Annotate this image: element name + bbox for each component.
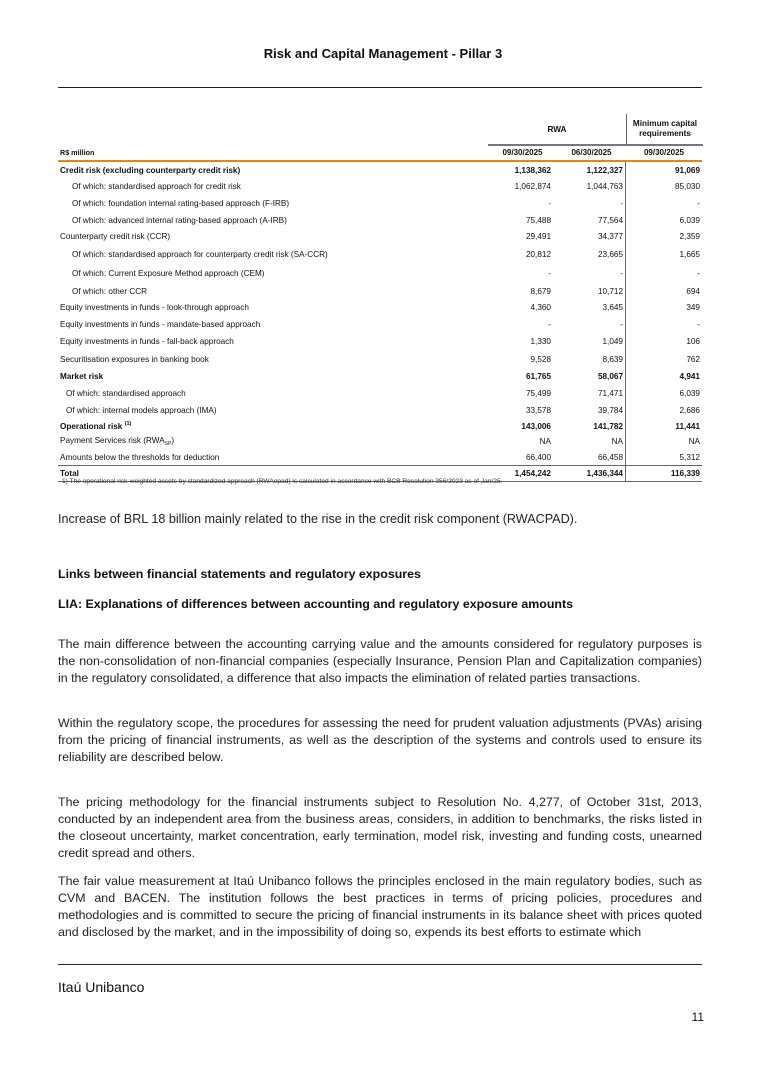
cell-rwa-previous: 23,665 xyxy=(557,245,626,264)
cell-rwa-previous: - xyxy=(557,264,626,283)
table-row xyxy=(58,162,702,179)
summary-text: Increase of BRL 18 billion mainly related to the rise in the credit risk component (RWACPAD). xyxy=(58,512,578,526)
table-row xyxy=(58,385,702,402)
table-row xyxy=(58,300,702,317)
cell-rwa-current: 1,454,242 xyxy=(514,469,551,479)
cell-rwa-current: 1,138,362 xyxy=(514,165,551,175)
row-label xyxy=(58,421,488,431)
cell-rwa-previous: 141,782 xyxy=(557,419,626,435)
cell-mcr: 6,039 xyxy=(679,215,700,225)
cell-rwa-previous: - xyxy=(557,316,626,333)
paragraph: The pricing methodology for the financial instruments subject to Resolution No. 4,277, of October 31st, 2013, conducted by an independent area from the business areas, considers, in addition to benchmarks, the risks listed in the closeout uncertainty, market concentration, early termination, model risk, investing and funding costs, unearned credit spread and others. xyxy=(58,795,702,860)
cell-mcr: 6,039 xyxy=(679,389,700,399)
section-title: Links between financial statements and regulatory exposures xyxy=(58,567,421,581)
table-row xyxy=(58,245,702,264)
table-row xyxy=(58,450,702,466)
row-label: Equity investments in funds - mandate-based approach xyxy=(60,319,261,329)
cell-rwa-previous: 1,122,327 xyxy=(557,162,626,179)
cell-mcr: 4,941 xyxy=(679,371,700,381)
cell-rwa-current: 20,812 xyxy=(525,249,551,259)
cell-mcr: 2,359 xyxy=(679,232,700,242)
footer-brand: Itaú Unibanco xyxy=(58,979,145,995)
row-label: Securitisation exposures in banking book xyxy=(60,354,209,364)
row-label: Credit risk (excluding counterparty credit risk) xyxy=(60,165,241,175)
table-row xyxy=(58,212,702,229)
cell-mcr: 1,665 xyxy=(679,249,700,259)
cell-rwa-current: 29,491 xyxy=(525,232,551,242)
paragraph: The fair value measurement at Itaú Unibanco follows the principles enclosed in the main regulatory bodies, such as CVM and BACEN. The institution follows the best practices in terms of pricing policies, procedures and methodologies and is committed to secure the pricing of financial instruments in its balance sheet with prices quoted and disclosed by the market, and in the impossibility of doing so, expends its best efforts to estimate which xyxy=(58,874,702,939)
section-subtitle: LIA: Explanations of differences between accounting and regulatory exposure amounts xyxy=(58,597,573,611)
unit-label: R$ million xyxy=(60,147,95,157)
table-footnote: 1) The operational risk-weighted assets by standardized approach (RWAopad) is calculated in accordance with BCB Resolution 356/2023 as of Jan/25. xyxy=(62,478,503,485)
table-row xyxy=(58,402,702,419)
row-label-text: Operational risk xyxy=(60,422,123,432)
row-label: Total xyxy=(60,469,79,479)
cell-rwa-current: 1,062,874 xyxy=(514,182,551,192)
cell-rwa-previous: 3,645 xyxy=(557,300,626,317)
cell-mcr: - xyxy=(697,268,700,278)
cell-mcr: 2,686 xyxy=(679,405,700,415)
table-row xyxy=(58,419,702,435)
row-label: Of which: other CCR xyxy=(72,286,148,296)
cell-mcr: 85,030 xyxy=(674,182,700,192)
row-label: Of which: internal models approach (IMA) xyxy=(66,405,217,415)
column-header-rwa-current: 09/30/2025 xyxy=(502,147,543,157)
subscript: SP xyxy=(164,441,172,448)
row-label: Of which: foundation internal rating-based approach (F-IRB) xyxy=(72,198,290,208)
footer-divider xyxy=(58,964,702,965)
cell-rwa-current: - xyxy=(548,319,551,329)
table-row xyxy=(58,179,702,196)
row-label-text: Payment Services risk (RWA xyxy=(60,436,165,446)
cell-rwa-previous: 1,436,344 xyxy=(557,466,626,481)
rwa-overview-table xyxy=(58,114,702,482)
cell-rwa-current: 66,400 xyxy=(525,452,551,462)
table-row xyxy=(58,195,702,212)
cell-rwa-current: 143,006 xyxy=(521,421,551,431)
paragraph: The main difference between the accounting carrying value and the amounts considered for regulatory purposes is the non-consolidation of non-financial companies (especially Insurance, Pension Plan and Capitalization companies) in the regulatory consolidated, a difference that also impacts the elimination of related parties transactions. xyxy=(58,637,702,685)
table-row xyxy=(58,434,702,450)
header-divider xyxy=(58,87,702,88)
cell-mcr: NA xyxy=(688,437,700,447)
row-label: Equity investments in funds - fall-back approach xyxy=(60,337,234,347)
minimum-capital-group-header: Minimum capital requirements xyxy=(626,114,703,146)
table-row xyxy=(58,283,702,300)
row-label xyxy=(58,436,488,447)
page-header-title: Risk and Capital Management - Pillar 3 xyxy=(263,46,503,61)
cell-rwa-current: - xyxy=(548,268,551,278)
cell-rwa-current: 33,578 xyxy=(525,405,551,415)
cell-mcr: 116,339 xyxy=(670,469,700,479)
row-label: Of which: Current Exposure Method approach (CEM) xyxy=(72,268,265,278)
table-row xyxy=(58,367,702,385)
rwa-group-header: RWA xyxy=(488,114,626,146)
footnote-marker: (1) xyxy=(124,421,132,428)
cell-rwa-current: - xyxy=(548,198,551,208)
cell-rwa-previous: - xyxy=(557,195,626,212)
cell-mcr: - xyxy=(697,319,700,329)
table-row xyxy=(58,351,702,368)
cell-rwa-previous: 66,458 xyxy=(557,450,626,466)
column-header-rwa-previous: 06/30/2025 xyxy=(571,147,612,157)
cell-rwa-current: 1,330 xyxy=(530,337,551,347)
table-row xyxy=(58,228,702,245)
table-group-header xyxy=(58,114,702,144)
table-column-header xyxy=(58,144,702,162)
cell-mcr: 349 xyxy=(686,303,700,313)
page-number: 11 xyxy=(691,1010,704,1024)
table-row xyxy=(58,316,702,333)
cell-mcr: 694 xyxy=(686,286,700,296)
cell-rwa-previous: 39,784 xyxy=(557,402,626,419)
row-label: Equity investments in funds - look-through approach xyxy=(60,303,249,313)
column-header-mcr-current: 09/30/2025 xyxy=(643,147,685,157)
cell-rwa-current: 8,679 xyxy=(530,286,551,296)
cell-mcr: 5,312 xyxy=(679,452,700,462)
row-label: Counterparty credit risk (CCR) xyxy=(60,232,171,242)
row-label: Of which: standardised approach for credit risk xyxy=(72,182,241,192)
table-row xyxy=(58,333,702,351)
row-label: Of which: standardised approach for counterparty credit risk (SA-CCR) xyxy=(72,249,328,259)
cell-rwa-previous: 77,564 xyxy=(557,212,626,229)
cell-mcr: 106 xyxy=(686,337,700,347)
row-label: Amounts below the thresholds for deduction xyxy=(60,452,220,462)
row-label: Of which: standardised approach xyxy=(66,389,186,399)
cell-rwa-previous: 71,471 xyxy=(557,385,626,402)
cell-rwa-previous: 1,044,763 xyxy=(557,179,626,196)
cell-mcr: - xyxy=(697,198,700,208)
paragraph: Within the regulatory scope, the procedures for assessing the need for prudent valuation adjustments (PVAs) arising from the pricing of financial instruments, as well as the description of the systems and controls used to ensure its reliability are described below. xyxy=(58,716,702,764)
cell-rwa-previous: NA xyxy=(557,434,626,450)
cell-rwa-current: 75,499 xyxy=(525,389,551,399)
cell-rwa-current: 4,360 xyxy=(530,303,551,313)
cell-rwa-current: 9,528 xyxy=(530,354,551,364)
cell-rwa-current: NA xyxy=(539,437,551,447)
cell-mcr: 11,441 xyxy=(675,421,700,431)
cell-rwa-previous: 58,067 xyxy=(557,367,626,385)
cell-rwa-previous: 1,049 xyxy=(557,333,626,351)
cell-rwa-previous: 10,712 xyxy=(557,283,626,300)
row-label: Of which: advanced internal rating-based approach (A-IRB) xyxy=(72,215,287,225)
table-row xyxy=(58,264,702,283)
row-label-end: ) xyxy=(171,436,175,446)
cell-rwa-current: 75,488 xyxy=(525,215,551,225)
cell-rwa-previous: 8,639 xyxy=(557,351,626,368)
cell-rwa-previous: 34,377 xyxy=(557,228,626,245)
cell-mcr: 91,069 xyxy=(674,165,700,175)
row-label: Market risk xyxy=(60,371,104,381)
cell-mcr: 762 xyxy=(686,354,700,364)
cell-rwa-current: 61,765 xyxy=(525,371,551,381)
